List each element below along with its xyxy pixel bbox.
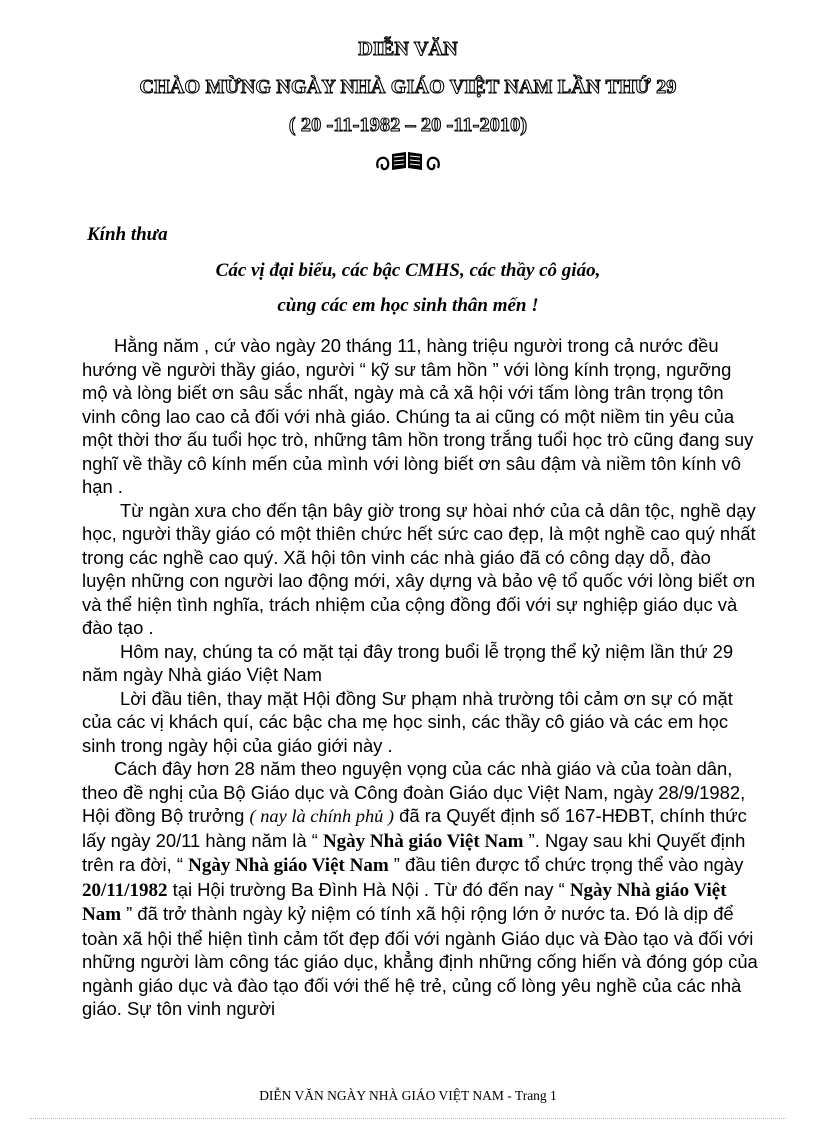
p5-text-k: ” đã trở thành ngày kỷ niệm có tính xã hội rộng lớn ở nước ta. Đó là dịp để toàn xã hội thể hiện tình cảm tốt đẹp đối với ngành Giáo dục và Đào tạo và đối với những người làm công tác giáo dục, khẳng định những cống hiến và đóng góp của ngành giáo dục và đào tạo đối với thế hệ trẻ, củng cố lòng yêu nghề của các nhà giáo. Sự tôn vinh người [82,903,758,1019]
p5-text-g: ” đầu tiên được tổ chức trọng thể vào ngày [388,854,744,875]
p5-text-c: đã ra Quyết định số 167-HĐBT, chính thức lấy ngày 20/11 hàng năm là “ [82,805,747,851]
book-ornament-icon [372,146,444,176]
p5-text-i: tại Hội trường Ba Đình Hà Nội . Từ đó đến nay “ [167,878,570,900]
p5-bold-date: 20/11/1982 [82,879,168,901]
p5-bold-holiday-3: Ngày Nhà giáo Việt Nam [82,879,727,925]
paragraph-1: Hằng năm , cứ vào ngày 20 tháng 11, hàng triệu người trong cả nước đều hướng về người thầy giáo, người “ kỹ sư tâm hồn ” với lòng kính trọng, ngưỡng mộ và lòng biết ơn sâu sắc nhất, ngày mà cả xã hội với tấm lòng trân trọng tôn vinh công lao cao cả đối với nhà giáo. Chúng ta ai cũng có một niềm tin yêu của một thời thơ ấu tuổi học trò, những tâm hồn trong trắng tuổi học trò cũng đang suy nghĩ về thầy cô kính mến của mình với lòng biết ơn sâu đậm và niềm tôn kính vô hạn . [82,335,754,497]
p5-text-e: ”. Ngay sau khi Quyết định trên ra đời, “ [82,829,746,875]
paragraph-2: Từ ngàn xưa cho đến tận bây giờ trong sự hòai nhớ của cả dân tộc, nghề dạy học, người thầy giáo có một thiên chức hết sức cao đẹp, là một nghề cao quý nhất trong các nghề cao quý. Xã hội tôn vinh các nhà giáo đã có công dạy dỗ, đào luyện những con người lao động mới, xây dựng và bảo vệ tổ quốc với lòng biết ơn và thể hiện tình nghĩa, trách nhiệm của cộng đồng đối với sự nghiệp giáo dục và đào tạo . [82,499,756,638]
paragraph-5 [82,757,758,1021]
greeting-audience-line1: Các vị đại biểu, các bậc CMHS, các thầy cô giáo, [215,260,601,281]
page-bottom-divider [30,1118,786,1119]
p5-bold-holiday-2: Ngày Nhà giáo Việt Nam [188,855,389,876]
speech-body [82,334,758,1021]
greeting-salutation: Kính thưa [87,224,168,245]
greeting-audience-line2: cùng các em học sinh thân mến ! [277,295,539,316]
paragraph-4: Lời đầu tiên, thay mặt Hội đồng Sư phạm nhà trường tôi cảm ơn sự có mặt của các vị khách quí, các bậc cha mẹ học sinh, các thầy cô giáo và các em học sinh trong ngày hội của giáo giới này . [82,687,733,756]
document-title: DIỄN VĂN [358,38,458,60]
paragraph-3: Hôm nay, chúng ta có mặt tại đây trong buổi lễ trọng thể kỷ niệm lần thứ 29 năm ngày Nhà giáo Việt Nam [82,640,734,685]
page-footer: DIỄN VĂN NGÀY NHÀ GIÁO VIỆT NAM - Trang 1 [259,1088,557,1103]
p5-text-a: Cách đây hơn 28 năm theo nguyện vọng của các nhà giáo và của toàn dân, theo đề nghị của Bộ Giáo dục và Công đoàn Giáo dục Việt Nam, ngày 28/9/1982, Hội đồng Bộ trưởng [82,758,746,826]
document-dates: ( 20 -11-1982 – 20 -11-2010) [288,114,528,136]
p5-italic-note: ( nay là chính phủ ) [249,806,395,826]
p5-bold-holiday-1: Ngày Nhà giáo Việt Nam [322,830,524,852]
document-subtitle: CHÀO MỪNG NGÀY NHÀ GIÁO VIỆT NAM LẦN THỨ 29 [139,76,677,98]
